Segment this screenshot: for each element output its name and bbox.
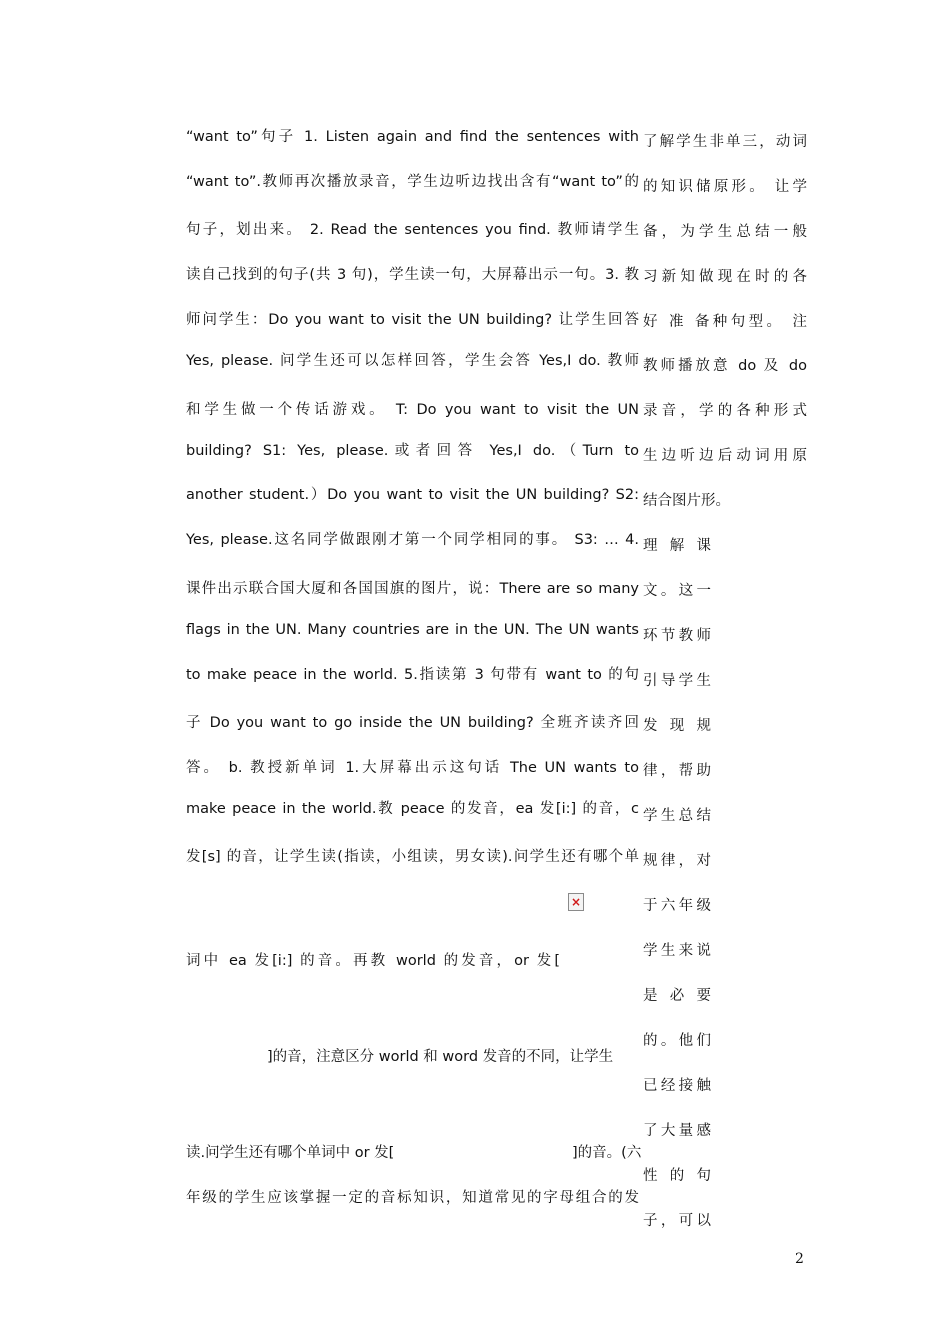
side-line-23: 了大量感 (643, 1123, 711, 1139)
side-line-15: 律，帮助 (643, 763, 711, 779)
side-line-5: 好 准 备种句型。 注 (643, 314, 807, 330)
side-line-2: 的知识储原形。 让学 (643, 179, 807, 195)
main-line-20-end: ]的音。(六 (572, 1145, 642, 1161)
main-line-8: building? S1: Yes, please.或者回答 Yes,I do.（Turn to (186, 443, 639, 459)
main-line-16: make peace in the world.教 peace 的发音，ea 发[i:] 的音，c (186, 801, 639, 817)
side-line-10: 理 解 课 (643, 538, 711, 554)
main-line-11: 课件出示联合国大厦和各国国旗的图片，说：There are so many (186, 581, 639, 597)
main-line-10: Yes, please.这名同学做跟刚才第一个同学相同的事。 S3: … 4. (186, 532, 639, 548)
side-line-14: 发 现 规 (643, 718, 711, 734)
main-line-9: another student.）Do you want to visit the UN building? S2: (186, 487, 639, 503)
main-line-6: Yes, please. 问学生还可以怎样回答，学生会答 Yes,I do. 教师 (186, 353, 639, 369)
main-line-3: 句子，划出来。 2. Read the sentences you find. 教师请学生 (186, 222, 639, 238)
main-line-20: 读.问学生还有哪个单词中 or 发[ (186, 1145, 395, 1161)
side-line-8: 生边听边后动词用原 (643, 448, 807, 464)
side-line-13: 引导学生 (643, 673, 711, 689)
main-line-18: 词中 ea 发[i:] 的音。再教 world 的发音，or 发[ (186, 953, 560, 969)
side-line-22: 已经接触 (643, 1078, 711, 1094)
main-line-7: 和学生做一个传话游戏。 T: Do you want to visit the UN (186, 402, 639, 418)
side-line-21: 的。他们 (643, 1033, 711, 1049)
main-line-1: “want to”句子 1. Listen again and find the sentences with (186, 129, 639, 145)
main-line-4: 读自己找到的句子(共 3 句)，学生读一句，大屏幕出示一句。3. 教 (186, 267, 639, 283)
main-line-19: ]的音，注意区分 world 和 word 发音的不同，让学生 (267, 1049, 614, 1065)
side-line-7: 录音，学的各种形式 (643, 403, 807, 419)
side-line-17: 规律，对 (643, 853, 711, 869)
side-line-9: 结合图片形。 (643, 493, 730, 509)
broken-image-icon: × (568, 893, 584, 911)
main-line-12: flags in the UN. Many countries are in the UN. The UN wants (186, 622, 639, 638)
main-line-15: 答。 b. 教授新单词 1.大屏幕出示这句话 The UN wants to (186, 760, 639, 776)
side-line-1: 了解学生非单三，动词 (643, 134, 807, 150)
main-line-13: to make peace in the world. 5.指读第 3 句带有 want to 的句 (186, 667, 639, 683)
side-line-11: 文。这一 (643, 583, 711, 599)
main-line-5: 师问学生：Do you want to visit the UN building? 让学生回答 (186, 312, 639, 328)
main-line-2: “want to”.教师再次播放录音，学生边听边找出含有“want to”的 (186, 174, 639, 190)
side-line-6: 教师播放意 do 及 do (643, 358, 807, 374)
side-line-20: 是 必 要 (643, 988, 711, 1004)
main-line-21: 年级的学生应该掌握一定的音标知识，知道常见的字母组合的发 (186, 1190, 639, 1206)
main-line-14: 子 Do you want to go inside the UN building? 全班齐读齐回 (186, 715, 639, 731)
side-line-4: 习新知做现在时的各 (643, 269, 807, 285)
main-line-17: 发[s] 的音，让学生读(指读，小组读，男女读).问学生还有哪个单 (186, 849, 639, 865)
side-line-24: 性 的 句 (643, 1168, 711, 1184)
side-line-16: 学生总结 (643, 808, 711, 824)
side-line-12: 环节教师 (643, 628, 711, 644)
page-number: 2 (795, 1251, 804, 1267)
side-line-3: 备，为学生总结一般 (643, 224, 807, 240)
side-line-18: 于六年级 (643, 898, 711, 914)
side-line-19: 学生来说 (643, 943, 711, 959)
side-line-25: 子，可以 (643, 1213, 711, 1229)
